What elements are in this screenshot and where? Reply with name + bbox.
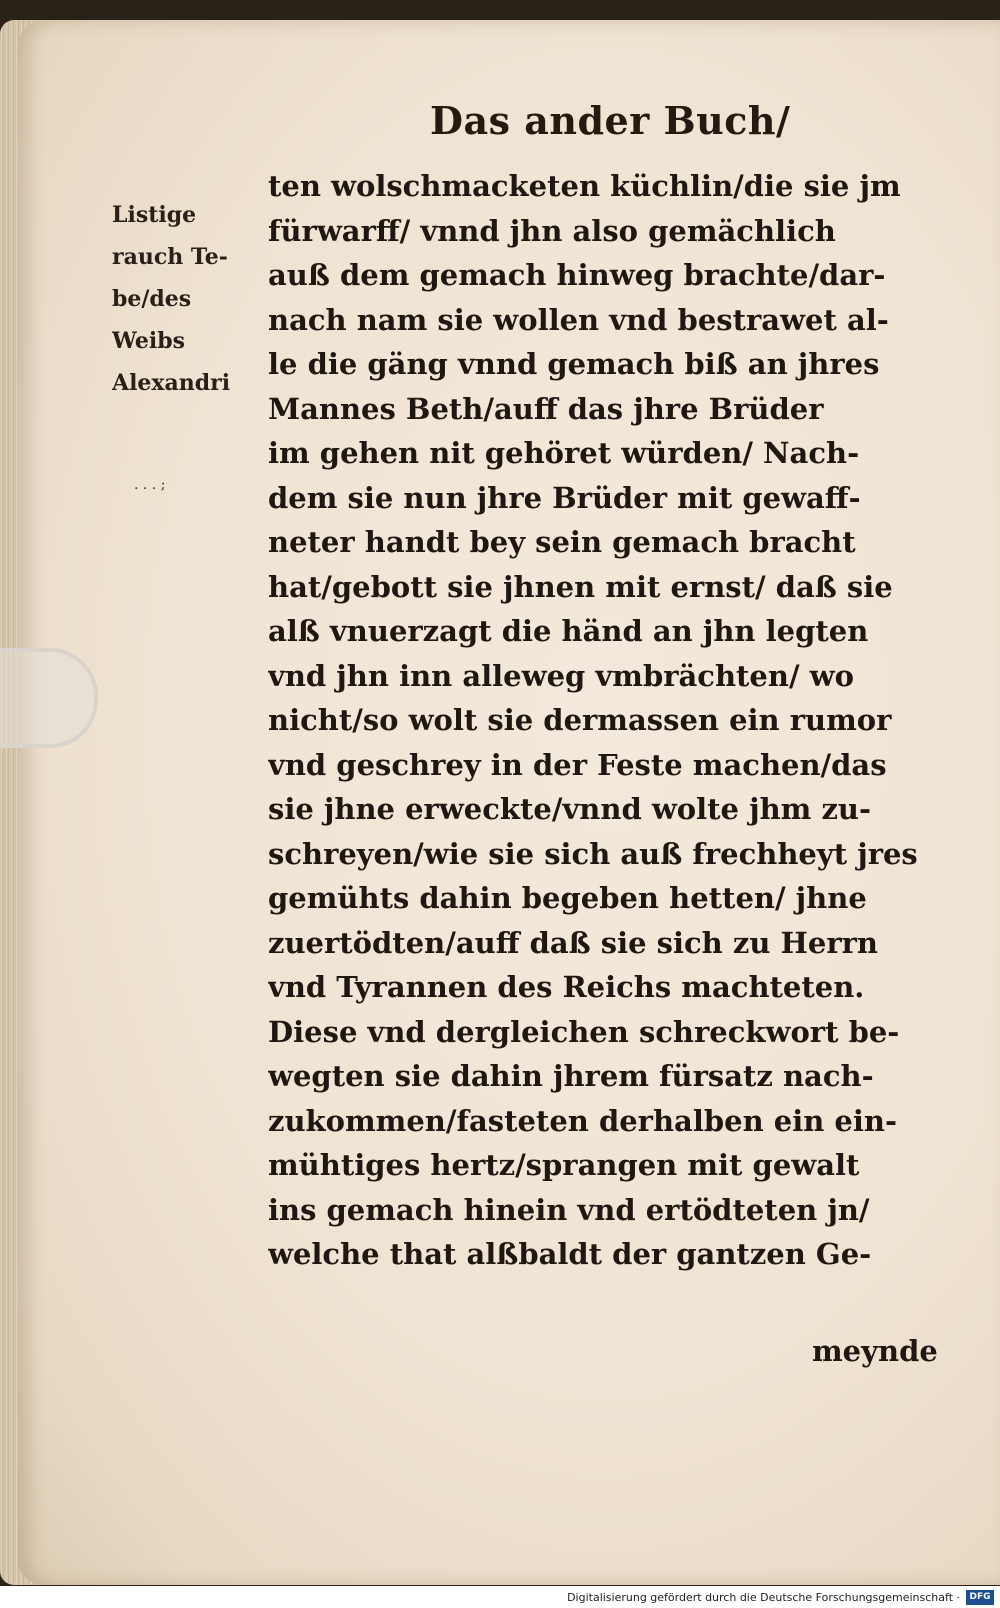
funding-credit: Digitalisierung gefördert durch die Deutsche Forschungsgemeinschaft · <box>567 1591 960 1604</box>
text-line: nach nam sie wollen vnd bestrawet al- <box>268 302 889 337</box>
book-clasp <box>0 648 98 748</box>
marginal-note-line: be/des <box>112 286 192 312</box>
text-line: alß vnuerzagt die händ an jhn legten <box>268 614 869 648</box>
digitization-footer <box>0 1586 1000 1608</box>
text-line: neter handt bey sein gemach bracht <box>268 525 856 559</box>
marginal-note-line: Weibs <box>112 328 186 354</box>
text-line: wegten sie dahin jhrem fürsatz nach- <box>268 1059 874 1093</box>
body-text <box>268 164 958 1277</box>
text-line: sie jhne erweckte/vnnd wolte jhm zu- <box>268 792 872 826</box>
text-line: hat/gebott sie jhnen mit ernst/ daß sie <box>268 569 893 604</box>
text-line: ins gemach hinein vnd ertödteten jn/ <box>268 1192 870 1227</box>
text-line: vnd geschrey in der Feste machen/das <box>268 747 887 782</box>
text-line: auß dem gemach hinweg brachte/dar- <box>268 258 886 292</box>
marginal-note-line: Alexandri <box>112 370 231 396</box>
text-line: zuertödten/auff daß sie sich zu Herrn <box>268 925 879 960</box>
text-line: le die gäng vnnd gemach biß an jhres <box>268 347 880 381</box>
text-line: welche that alßbaldt der gantzen Ge- <box>268 1237 872 1271</box>
text-line: Mannes Beth/auff das jhre Brüder <box>268 391 824 426</box>
text-line: gemühts dahin begeben hetten/ jhne <box>268 881 867 915</box>
dfg-logo-icon: DFG <box>966 1590 994 1605</box>
text-line: schreyen/wie sie sich auß frechheyt jres <box>268 836 918 871</box>
text-line: vnd jhn inn alleweg vmbrächten/ wo <box>268 658 854 693</box>
margin-marks: . . . ; <box>134 477 166 493</box>
catchword: meynde <box>812 1334 938 1368</box>
text-line: zukommen/fasteten derhalben ein ein- <box>268 1103 897 1138</box>
text-line: Diese vnd dergleichen schreckwort be- <box>268 1014 900 1049</box>
marginal-note <box>112 194 262 404</box>
text-line: fürwarff/ vnnd jhn also gemächlich <box>268 213 836 248</box>
text-line: mühtiges hertz/sprangen mit gewalt <box>268 1148 860 1182</box>
running-head: Das ander Buch/ <box>430 98 791 143</box>
text-line: vnd Tyrannen des Reichs machteten. <box>268 970 865 1004</box>
text-line: ten wolschmacketen küchlin/die sie jm <box>268 169 901 203</box>
text-line: dem sie nun jhre Brüder mit gewaff- <box>268 480 861 515</box>
marginal-note-line: rauch Te- <box>112 244 228 270</box>
marginal-note-line: Listige <box>112 202 197 228</box>
text-line: nicht/so wolt sie dermassen ein rumor <box>268 703 892 737</box>
text-line: im gehen nit gehöret würden/ Nach- <box>268 436 860 470</box>
